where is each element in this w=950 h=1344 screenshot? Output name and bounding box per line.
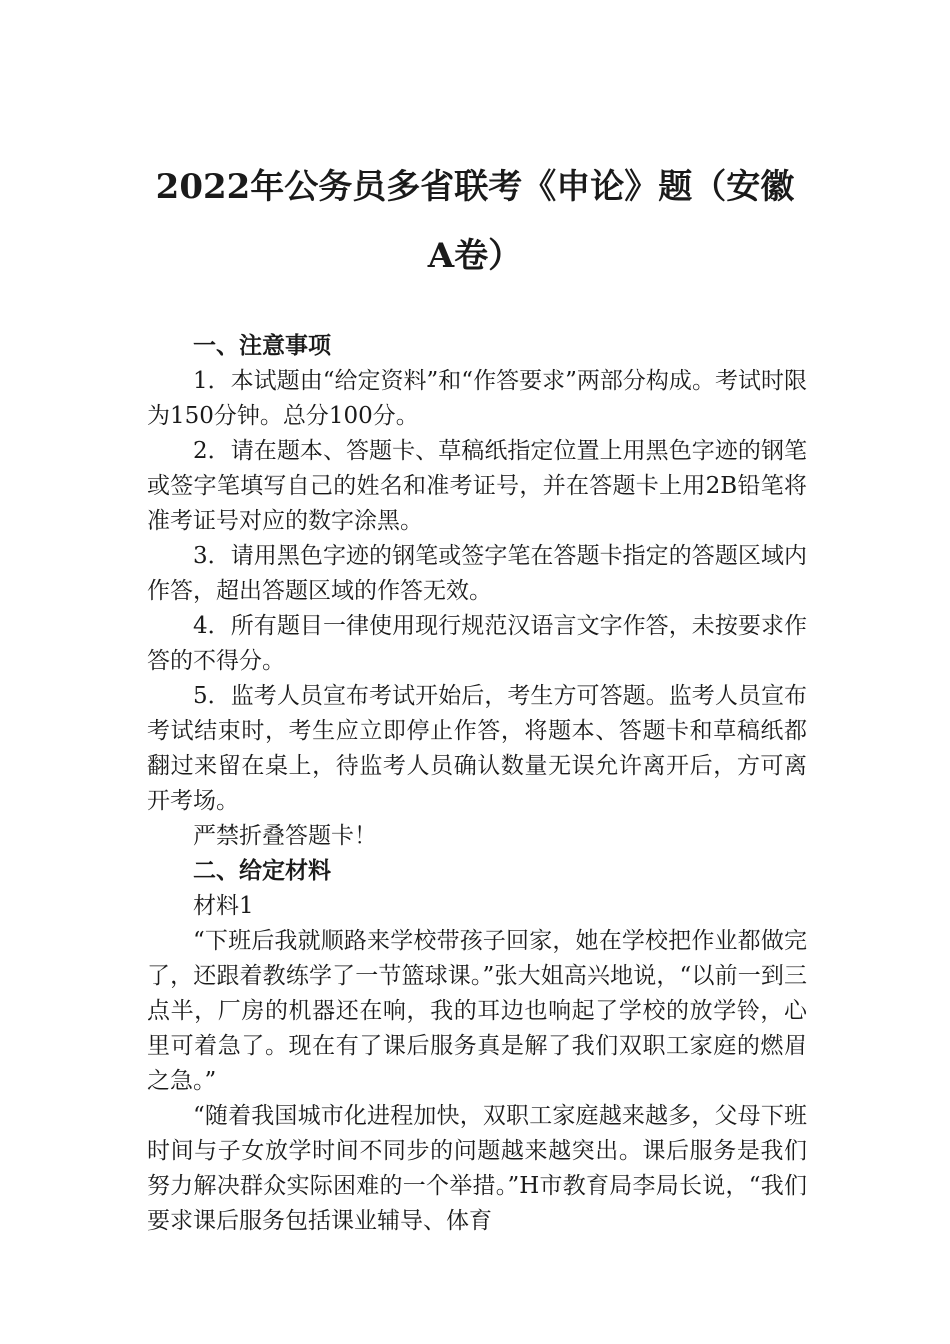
notice-item-1: 1．本试题由“给定资料”和“作答要求”两部分构成。考试时限为150分钟。总分100分。: [147, 368, 807, 429]
material-paragraph-2: “随着我国城市化进程加快，双职工家庭越来越多，父母下班时间与子女放学时间不同步的问题越来越突出。课后服务是我们努力解决群众实际困难的一个举措。”H市教育局李局长说，“我们要求课后服务包括课业辅导、体育: [147, 1103, 807, 1234]
warning-text: 严禁折叠答题卡！: [193, 823, 377, 849]
notice-item-2: 2．请在题本、答题卡、草稿纸指定位置上用黑色字迹的钢笔或签字笔填写自己的姓名和准考证号，并在答题卡上用2B铅笔将准考证号对应的数字涂黑。: [147, 438, 807, 534]
document-title-line-2: A卷）: [427, 236, 523, 276]
section-heading-notice: 一、注意事项: [193, 333, 331, 359]
notice-item-4: 4．所有题目一律使用现行规范汉语言文字作答，未按要求作答的不得分。: [147, 613, 807, 674]
material-label: 材料1: [193, 893, 254, 919]
section-heading-materials: 二、给定材料: [193, 858, 331, 884]
document-body: [147, 329, 807, 1239]
notice-item-3: 3．请用黑色字迹的钢笔或签字笔在答题卡指定的答题区域内作答，超出答题区域的作答无效。: [147, 543, 807, 604]
notice-item-5: 5．监考人员宣布考试开始后，考生方可答题。监考人员宣布考试结束时，考生应立即停止作答，将题本、答题卡和草稿纸都翻过来留在桌上，待监考人员确认数量无误允许离开后，方可离开考场。: [147, 683, 807, 814]
document-title-line-1: 2022年公务员多省联考《申论》题（安徽: [155, 167, 795, 207]
material-paragraph-1: “下班后我就顺路来学校带孩子回家，她在学校把作业都做完了，还跟着教练学了一节篮球课。”张大姐高兴地说，“以前一到三点半，厂房的机器还在响，我的耳边也响起了学校的放学铃，心里可着急了。现在有了课后服务真是解了我们双职工家庭的燃眉之急。”: [147, 928, 807, 1094]
